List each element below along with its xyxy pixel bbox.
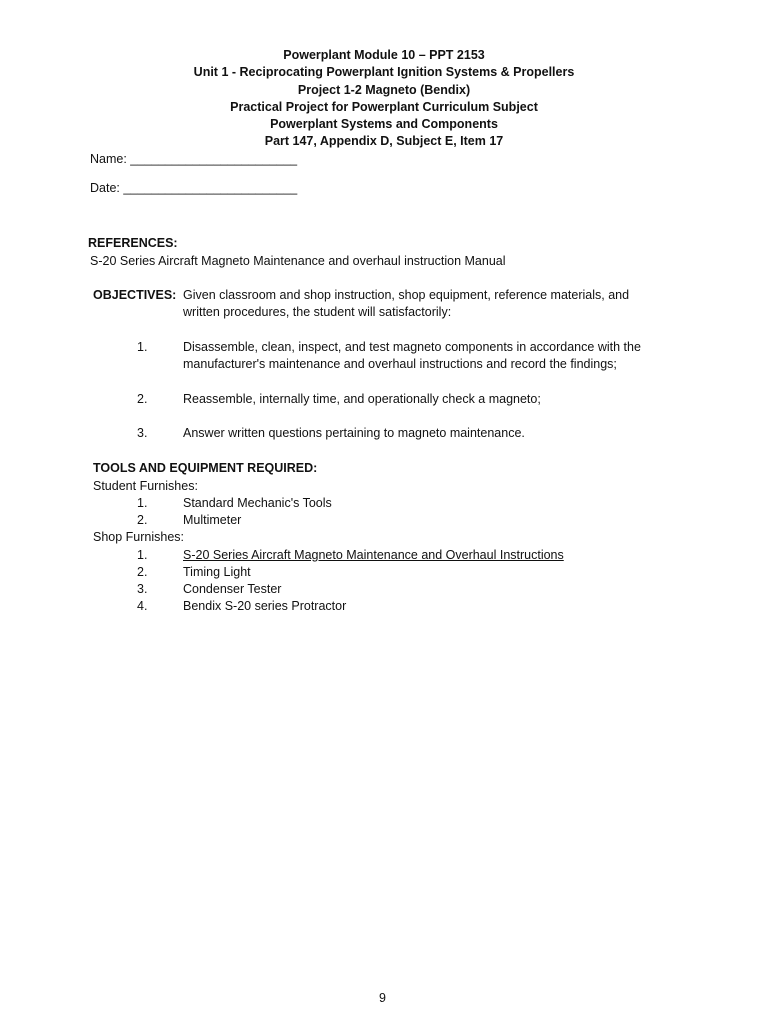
list-number: 2. <box>137 513 148 527</box>
shop-tool-item-manual: S-20 Series Aircraft Magneto Maintenance and Overhaul Instructions <box>183 548 564 562</box>
document-header <box>0 47 768 151</box>
objective-text: Answer written questions pertaining to magneto maintenance. <box>183 426 525 440</box>
objectives-intro-line: Given classroom and shop instruction, shop equipment, reference materials, and <box>183 288 630 302</box>
list-number: 4. <box>137 599 148 613</box>
header-line: Part 147, Appendix D, Subject E, Item 17 <box>264 134 504 149</box>
header-line: Unit 1 - Reciprocating Powerplant Ignition Systems & Propellers <box>193 65 575 80</box>
list-number: 2. <box>137 565 148 579</box>
objective-text: manufacturer's maintenance and overhaul instructions and record the findings; <box>183 357 617 371</box>
objective-text: Disassemble, clean, inspect, and test magneto components in accordance with the <box>183 340 641 354</box>
list-number: 3. <box>137 582 148 596</box>
header-line: Practical Project for Powerplant Curriculum Subject <box>230 99 538 114</box>
objectives-heading: OBJECTIVES: <box>93 288 177 302</box>
list-number: 1. <box>137 496 148 510</box>
shop-tool-item: Condenser Tester <box>183 582 282 596</box>
references-heading: REFERENCES: <box>88 236 178 250</box>
shop-furnishes-label: Shop Furnishes: <box>93 530 185 544</box>
header-line: Project 1-2 Magneto (Bendix) <box>297 82 471 97</box>
objective-number: 2. <box>137 392 148 406</box>
tools-heading: TOOLS AND EQUIPMENT REQUIRED: <box>93 461 318 475</box>
reference-item: S-20 Series Aircraft Magneto Maintenance and overhaul instruction Manual <box>90 254 506 268</box>
page-number: 9 <box>379 991 386 1005</box>
objective-number: 1. <box>137 340 148 354</box>
list-number: 1. <box>137 548 148 562</box>
shop-tool-item: Bendix S-20 series Protractor <box>183 599 347 613</box>
header-line: Powerplant Systems and Components <box>270 117 498 132</box>
header-line: Powerplant Module 10 – PPT 2153 <box>283 48 485 62</box>
objectives-intro-line: written procedures, the student will satisfactorily: <box>183 305 452 319</box>
student-tool-item: Standard Mechanic's Tools <box>183 496 332 510</box>
student-tool-item: Multimeter <box>183 513 242 527</box>
name-field: Name: ________________________ <box>90 152 298 166</box>
student-furnishes-label: Student Furnishes: <box>93 479 198 493</box>
shop-tool-item: Timing Light <box>183 565 251 579</box>
objective-number: 3. <box>137 426 148 440</box>
objective-text: Reassemble, internally time, and operationally check a magneto; <box>183 392 541 406</box>
date-field: Date: _________________________ <box>90 181 298 195</box>
